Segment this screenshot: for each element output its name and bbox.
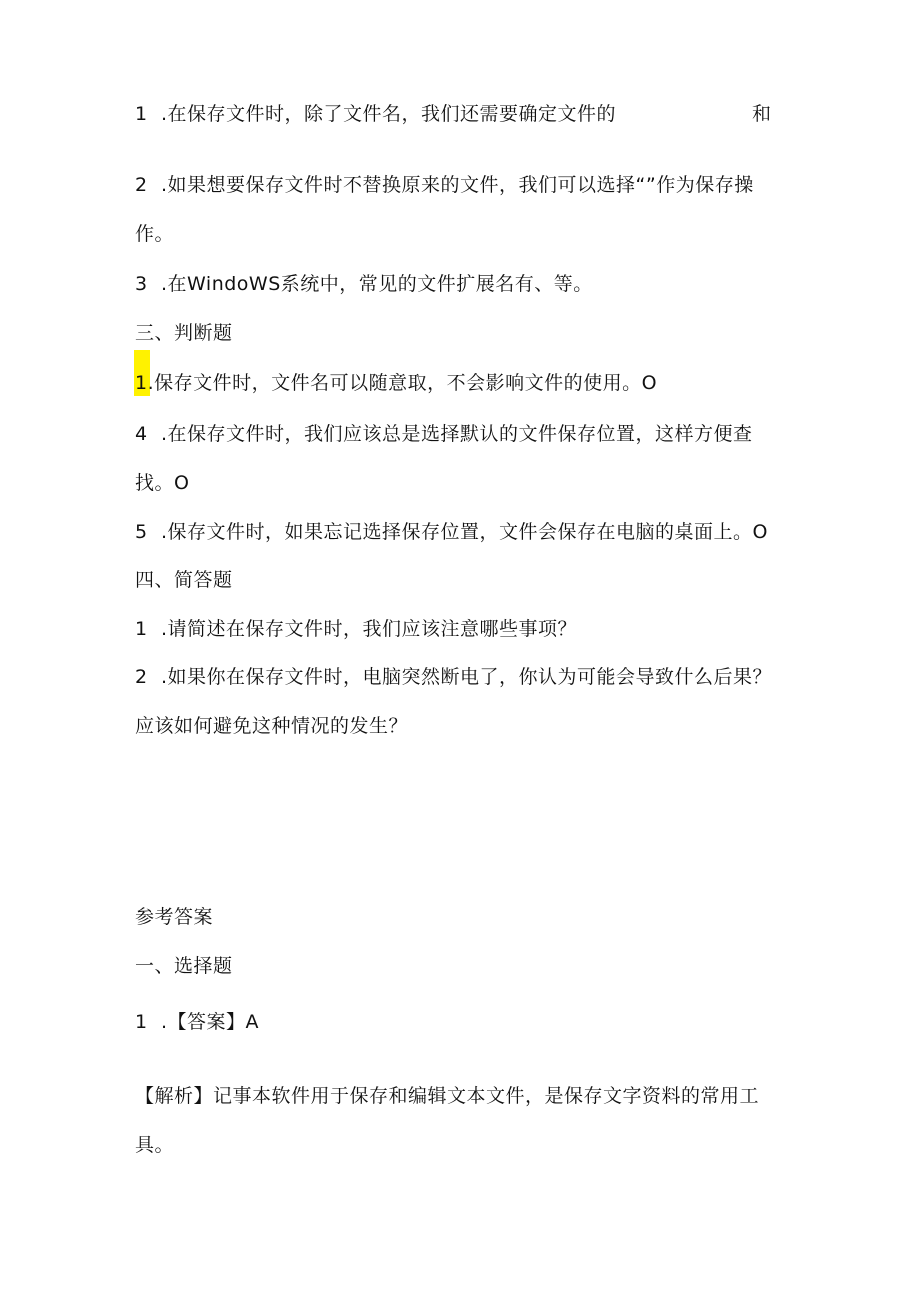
short-question-2	[135, 665, 772, 689]
short-question-1	[135, 617, 577, 641]
section-heading-short-answer: 四、简答题	[135, 569, 233, 591]
answer-1	[135, 1010, 259, 1034]
section-heading-judge: 三、判断题	[135, 322, 233, 344]
fill-blank-question-2-continued: 作。	[135, 223, 175, 245]
answers-section-choice: 一、选择题	[135, 955, 233, 977]
short-question-2-continued: 应该如何避免这种情况的发生？	[135, 715, 409, 737]
answer-1-analysis: 【解析】记事本软件用于保存和编辑文本文件，是保存文字资料的常用工	[135, 1085, 760, 1107]
answers-heading: 参考答案	[135, 906, 214, 928]
question-text: .如果你在保存文件时，电脑突然断电了，你认为可能会导致什么后果？	[161, 666, 773, 688]
fill-blank-question-1-trailing: 和	[752, 103, 772, 125]
question-number: 5	[135, 521, 148, 543]
question-text: .保存文件时，如果忘记选择保存位置，文件会保存在电脑的桌面上。O	[161, 521, 768, 543]
answer-text: .【答案】A	[161, 1011, 260, 1033]
question-number: 3	[135, 273, 148, 295]
answer-1-analysis-continued: 具。	[135, 1134, 175, 1156]
question-number: 1	[135, 618, 148, 640]
question-number: 2	[135, 174, 148, 196]
question-number: 4	[135, 423, 148, 445]
question-number: 1	[135, 103, 148, 125]
question-text: .在保存文件时，我们应该总是选择默认的文件保存位置，这样方便查	[161, 423, 753, 445]
fill-blank-question-2	[135, 173, 754, 197]
question-text: .如果想要保存文件时不替换原来的文件，我们可以选择“”作为保存操	[161, 174, 754, 196]
question-text: .请简述在保存文件时，我们应该注意哪些事项？	[161, 618, 578, 640]
question-number: 2	[135, 666, 148, 688]
judge-question-5	[135, 520, 768, 544]
question-text: .在保存文件时，除了文件名，我们还需要确定文件的	[161, 103, 617, 125]
judge-question-1: 1.保存文件时，文件名可以随意取，不会影响文件的使用。O	[135, 372, 658, 394]
fill-blank-question-3	[135, 272, 593, 296]
question-number: 1	[135, 1011, 148, 1033]
judge-question-4	[135, 422, 753, 446]
fill-blank-question-1	[135, 102, 616, 126]
question-text: .在WindoWS系统中，常见的文件扩展名有、等。	[161, 273, 593, 295]
judge-question-4-continued: 找。O	[135, 472, 190, 494]
